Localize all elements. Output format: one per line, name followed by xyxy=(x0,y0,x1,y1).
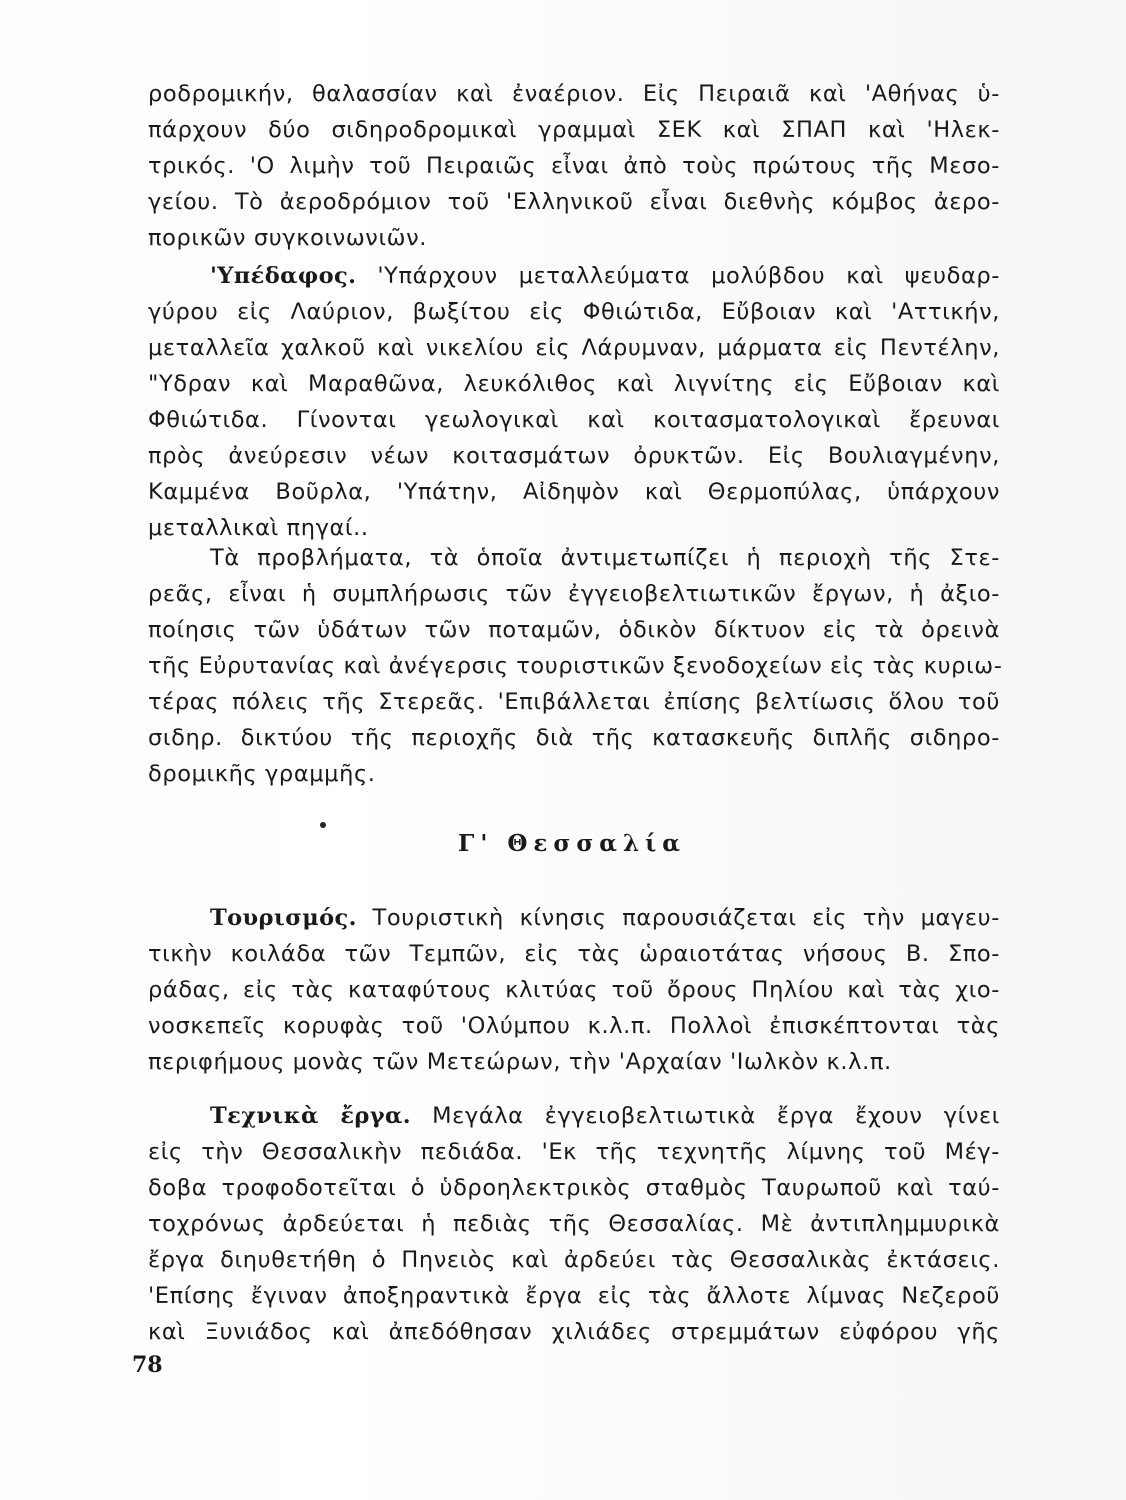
paragraph-subsoil xyxy=(148,258,1000,546)
text-span: Μεγάλα ἐγγειοβελτιωτικὰ ἔργα ἔχουν γίνει xyxy=(410,1103,1001,1129)
text-line: τρικός. 'Ο λιμὴν τοῦ Πειραιῶς εἶναι ἀπὸ τοὺς πρώτους τῆς Μεσο- xyxy=(148,153,1000,179)
text-span: Τουριστικὴ κίνησις παρουσιάζεται εἰς τὴν μαγευ- xyxy=(356,905,1000,931)
text-line: πρὸς ἀνεύρεσιν νέων κοιτασμάτων ὀρυκτῶν. Εἰς Βουλιαγμένην, xyxy=(148,443,1000,469)
text-line: Τὰ προβλήματα, τὰ ὁποῖα ἀντιμετωπίζει ἡ περιοχὴ τῆς Στε- xyxy=(210,545,1000,571)
text-span: 'Υπάρχουν μεταλλεύματα μολύβδου καὶ ψευδαρ- xyxy=(356,263,1000,289)
text-line xyxy=(148,1098,1000,1134)
text-line: σιδηρ. δικτύου τῆς περιοχῆς διὰ τῆς κατασκευῆς διπλῆς σιδηρο- xyxy=(148,725,1000,751)
text-line xyxy=(148,258,1000,294)
text-line: ροδρομικήν, θαλασσίαν καὶ ἐναέριον. Εἰς Πειραιᾶ καὶ 'Αθήνας ὑ- xyxy=(148,81,1000,107)
paragraph-technical-works xyxy=(148,1098,1000,1350)
paragraph-problems xyxy=(148,540,1003,792)
text-line: ποίησις τῶν ὑδάτων τῶν ποταμῶν, ὁδικὸν δίκτυον εἰς τὰ ὀρεινὰ xyxy=(148,617,1000,643)
paragraph-lead: 'Υπέδαφος. xyxy=(210,263,357,289)
paragraph-lead: Τεχνικὰ ἔργα. xyxy=(210,1103,411,1129)
section-heading: Γ' Θεσσαλία xyxy=(458,830,686,857)
text-line: μεταλλεῖα χαλκοῦ καὶ νικελίου εἰς Λάρυμναν, μάρματα εἰς Πεντέλην, xyxy=(148,335,1000,361)
text-line: εἰς τὴν Θεσσαλικὴν πεδιάδα. 'Εκ τῆς τεχνητῆς λίμνης τοῦ Μέγ- xyxy=(148,1139,1000,1165)
bullet-mark xyxy=(320,822,326,828)
text-line: περιφήμους μονὰς τῶν Μετεώρων, τὴν 'Αρχαίαν 'Ιωλκὸν κ.λ.π. xyxy=(148,1049,892,1075)
text-line xyxy=(148,900,1000,936)
text-line: Καμμένα Βοῦρλα, 'Υπάτην, Αἰδηψὸν καὶ Θερμοπύλας, ὑπάρχουν xyxy=(148,479,1000,505)
text-line: νοσκεπεῖς κορυφὰς τοῦ 'Ολύμπου κ.λ.π. Πολλοὶ ἐπισκέπτονται τὰς xyxy=(148,1013,1000,1039)
text-line: δοβα τροφοδοτεῖται ὁ ὑδροηλεκτρικὸς σταθμὸς Ταυρωποῦ καὶ ταύ- xyxy=(148,1175,1000,1201)
paragraph-transport xyxy=(148,76,1000,256)
text-line: τοχρόνως ἀρδεύεται ἡ πεδιὰς τῆς Θεσσαλίας. Μὲ ἀντιπλημμυρικὰ xyxy=(148,1211,1000,1237)
text-line: γύρου εἰς Λαύριον, βωξίτου εἰς Φθιώτιδα, Εὔβοιαν καὶ 'Αττικήν, xyxy=(148,299,1000,325)
text-line: μεταλλικαὶ πηγαί.. xyxy=(148,515,369,541)
text-line: Φθιώτιδα. Γίνονται γεωλογικαὶ καὶ κοιτασματολογικαὶ ἔρευναι xyxy=(148,407,1000,433)
text-line: πορικῶν συγκοινωνιῶν. xyxy=(148,225,428,251)
text-line: ράδας, εἰς τὰς καταφύτους κλιτύας τοῦ ὄρους Πηλίου καὶ τὰς χιο- xyxy=(148,977,1000,1003)
text-line: γείου. Τὸ ἀεροδρόμιον τοῦ 'Ελληνικοῦ εἶναι διεθνὴς κόμβος ἀερο- xyxy=(148,189,1000,215)
text-line: τικὴν κοιλάδα τῶν Τεμπῶν, εἰς τὰς ὡραιοτάτας νήσους Β. Σπο- xyxy=(148,941,1000,967)
text-line: τέρας πόλεις τῆς Στερεᾶς. 'Επιβάλλεται ἐπίσης βελτίωσις ὅλου τοῦ xyxy=(148,689,1000,715)
text-line: τῆς Εὐρυτανίας καὶ ἀνέγερσις τουριστικῶν ξενοδοχείων εἰς τὰς κυριω- xyxy=(148,653,1003,679)
text-line: "Υδραν καὶ Μαραθῶνα, λευκόλιθος καὶ λιγνίτης εἰς Εὔβοιαν καὶ xyxy=(148,371,1000,397)
text-line: καὶ Ξυνιάδος καὶ ἀπεδόθησαν χιλιάδες στρεμμάτων εὐφόρου γῆς xyxy=(148,1319,1000,1345)
text-line: δρομικῆς γραμμῆς. xyxy=(148,761,376,787)
page-number: 78 xyxy=(132,1352,163,1378)
text-line: πάρχουν δύο σιδηροδρομικαὶ γραμμαὶ ΣΕΚ καὶ ΣΠΑΠ καὶ 'Ηλεκ- xyxy=(148,117,1000,143)
text-line: ρεᾶς, εἶναι ἡ συμπλήρωσις τῶν ἐγγειοβελτιωτικῶν ἔργων, ἡ ἀξιο- xyxy=(148,581,1000,607)
text-line: 'Επίσης ἔγιναν ἀποξηραντικὰ ἔργα εἰς τὰς ἄλλοτε λίμνας Νεζεροῦ xyxy=(148,1283,1000,1309)
text-line: ἔργα διηυθετήθη ὁ Πηνειὸς καὶ ἀρδεύει τὰς Θεσσαλικὰς ἐκτάσεις. xyxy=(148,1247,1000,1273)
paragraph-lead: Τουρισμός. xyxy=(210,905,357,931)
paragraph-tourism xyxy=(148,900,1000,1080)
